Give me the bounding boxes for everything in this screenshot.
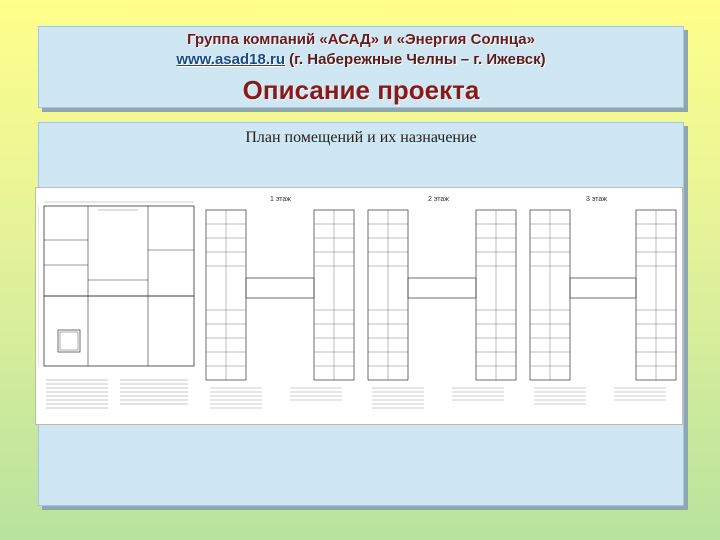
content-subtitle: План помещений и их назначение [245,129,477,146]
contact-line [39,51,683,68]
company-line: Группа компаний «АСАД» и «Энергия Солнца» [187,31,535,48]
floor-plan-ground-drawing [38,190,198,420]
floor-plan-label: 2 этаж [428,196,449,203]
floor-plan-3-drawing [526,190,680,420]
floor-plan-sheet-1 [202,190,360,420]
floor-plans-image [35,187,683,425]
floor-plan-1-drawing [202,190,360,420]
page-title: Описание проекта [242,75,480,105]
website-link[interactable]: www.asad18.ru [176,51,285,68]
content-panel [38,122,684,506]
floor-plan-label: 1 этаж [270,196,291,203]
floor-plan-sheet-2 [364,190,522,420]
floor-plan-2-drawing [364,190,522,420]
floor-plan-sheet-ground [38,190,198,420]
cities-text: (г. Набережные Челны – г. Ижевск) [285,51,546,68]
header-panel [38,26,684,108]
floor-plan-sheet-3 [526,190,680,420]
floor-plan-label: 3 этаж [586,196,607,203]
